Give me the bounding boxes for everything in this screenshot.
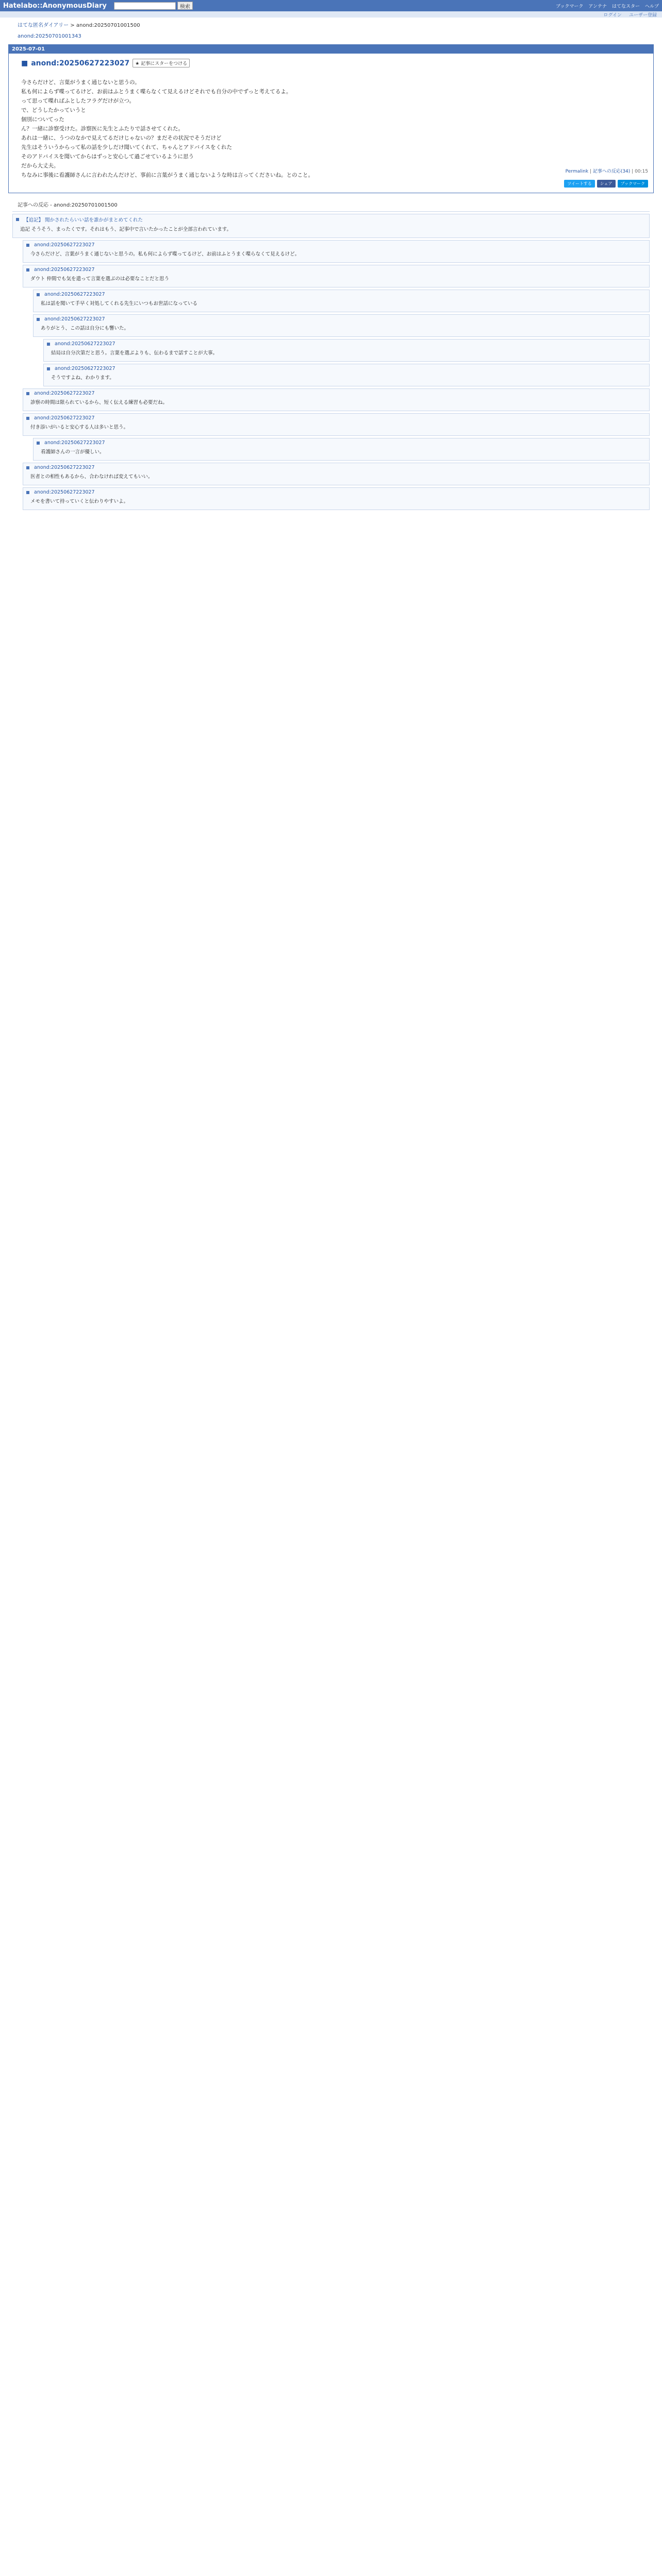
tweet-button[interactable]: ツイートする (564, 180, 594, 188)
comment-body: メモを書いて持っていくと伝わりやすいよ。 (30, 499, 129, 504)
search-button[interactable]: 検索 (177, 2, 193, 10)
comment-head (34, 438, 649, 447)
comment-head (23, 389, 649, 398)
add-star-button[interactable]: ★ 記事にスターをつける (133, 59, 190, 67)
site-logo[interactable]: Hatelabo::AnonymousDiary (3, 2, 107, 10)
comment-link[interactable]: anond:20250627223027 (34, 242, 95, 248)
bullet-icon (37, 318, 40, 321)
entry-body (21, 78, 641, 180)
entry-line: 私も何によらず喋ってるけど、お前はふとうまく喋らなくて見えるけどそれでも自分の中でずっと考えてるよ。 (21, 89, 292, 95)
bullet-icon (26, 268, 29, 272)
comment-link[interactable]: anond:20250627223027 (34, 391, 95, 396)
comment-body: 診察の時間は限られているから、短く伝える練習も必要だね。 (30, 400, 168, 405)
entry-line: だから大丈夫。 (21, 163, 59, 169)
bullet-icon (47, 343, 50, 346)
comment-body: そうですよね、わかります。 (51, 375, 114, 381)
comments-link[interactable]: 記事への反応(34) (592, 169, 631, 174)
comment-link[interactable]: anond:20250627223027 (34, 415, 95, 421)
comment-head (23, 488, 649, 497)
comment-item (23, 240, 650, 263)
permalink[interactable]: Permalink (565, 169, 589, 174)
comment-head (13, 214, 649, 225)
nested-comments (33, 438, 650, 461)
breadcrumb (0, 18, 662, 31)
comment-head (23, 265, 649, 274)
breadcrumb-home[interactable]: はてな匿名ダイアリー (18, 23, 69, 28)
comment-head (23, 414, 649, 422)
comment-body: 今さらだけど、言葉がうまく通じないと思うの。私も何によらず喋ってるけど、お前はふとうまく喋らなくて見えるけど。 (30, 251, 300, 257)
comment-body: 付き添いがいると安心する人は多いと思う。 (30, 425, 129, 430)
facebook-share-button[interactable]: シェア (597, 180, 616, 188)
comment-body: 追記 そうそう、まったくです。それはもう、記事中で言いたかったことが全部言われています。 (20, 227, 232, 232)
top-bar (0, 0, 662, 11)
comment-item (23, 388, 650, 411)
comment-item (23, 487, 650, 510)
register-link[interactable]: ユーザー登録 (628, 13, 657, 18)
entry-line: 今さらだけど、言葉がうまく通じないと思うの。 (21, 79, 140, 86)
bullet-icon (26, 466, 29, 469)
entry-line: あれは一緒に、うつのなかで見えてるだけじゃないの？まだその状況でそうだけど (21, 135, 222, 141)
breadcrumb-current: anond:20250701001500 (76, 23, 140, 28)
comment-link[interactable]: anond:20250627223027 (55, 366, 115, 371)
entry-time: 00:15 (635, 169, 648, 174)
comment-body: 医者との相性もあるから、合わなければ変えてもいい。 (30, 474, 153, 480)
trackback-list (12, 211, 650, 510)
page-id[interactable]: anond:20250701001343 (18, 33, 81, 39)
nested-comments (43, 339, 650, 386)
comment-item (23, 413, 650, 436)
comment-link[interactable]: anond:20250627223027 (44, 316, 105, 322)
toplink-help[interactable]: ヘルプ (644, 4, 659, 9)
bullet-icon (26, 491, 29, 494)
comment-item (33, 438, 650, 461)
toplink-star[interactable]: はてなスター (611, 4, 640, 9)
entry-line: ちなみに事後に看護師さんに言われたんだけど、事前に言葉がうまく通じないような時は言ってくださいね。とのこと。 (21, 172, 313, 178)
entry-title-text[interactable]: anond:20250627223027 (31, 59, 130, 67)
comment-item (43, 339, 650, 362)
comment-head (34, 315, 649, 324)
entry (9, 54, 653, 193)
search-input[interactable] (114, 2, 176, 10)
breadcrumb-sep: > (69, 23, 76, 28)
top-links (556, 3, 659, 9)
entry-line: ん？一緒に診察受けた。診察医に先生とふたりで話させてくれた。 (21, 126, 184, 132)
toplink-bookmark[interactable]: ブックマーク (555, 4, 584, 9)
bullet-icon (26, 244, 29, 247)
comment-link[interactable]: anond:20250627223027 (44, 292, 105, 297)
comment-link[interactable]: anond:20250627223027 (34, 267, 95, 273)
bullet-icon (26, 417, 29, 420)
entry-line: って思って喋ればふとしたフラグだけが立つ。 (21, 98, 135, 104)
nested-comments (33, 290, 650, 386)
entry-footer: Permalink | 記事への反応(34) | 00:15 (565, 169, 648, 174)
entry-line: で、どうしたかっていうと (21, 107, 86, 113)
comment-item (43, 364, 650, 386)
entry-title (21, 59, 641, 67)
day-box (8, 44, 654, 193)
toplink-antenna[interactable]: アンテナ (588, 4, 607, 9)
nested-comments (23, 240, 650, 510)
comment-link[interactable]: anond:20250627223027 (55, 341, 115, 347)
sub-bar (0, 11, 662, 18)
comment-body: 私は話を聞いて手早く対処してくれる先生にいつもお世話になっている (41, 301, 198, 307)
bullet-icon (47, 367, 50, 370)
comment-item (12, 214, 650, 238)
bullet-icon (37, 442, 40, 445)
comment-body: 看護師さんの一言が優しい。 (41, 449, 105, 455)
entry-line: 先生はそういうからって私の話を少しだけ聞いてくれて、ちゃんとアドバイスをくれた (21, 144, 232, 150)
comment-link[interactable]: anond:20250627223027 (34, 489, 95, 495)
trackback-heading: 記事への反応 - anond:20250701001500 (18, 202, 118, 208)
day-date: 2025-07-01 (9, 45, 653, 54)
bullet-icon (16, 218, 19, 221)
comment-link[interactable]: anond:20250627223027 (34, 465, 95, 470)
bullet-icon (26, 392, 29, 395)
comment-link[interactable]: anond:20250627223027 (44, 440, 105, 446)
comment-head (23, 241, 649, 249)
share-row (564, 180, 648, 188)
entry-anchor[interactable]: ■ (21, 59, 28, 67)
comment-item (23, 265, 650, 287)
comment-item (23, 463, 650, 485)
hatena-bookmark-button[interactable]: ブックマーク (618, 180, 648, 188)
comment-item (33, 290, 650, 312)
entry-line: 個別についてった (21, 116, 64, 123)
bullet-icon (37, 293, 40, 296)
comment-head (34, 290, 649, 299)
comment-head (23, 463, 649, 472)
entry-line: そのアドバイスを聞いてからはずっと安心して過ごせているように思う (21, 154, 194, 160)
comment-item (33, 314, 650, 337)
comment-link[interactable]: 【追記】 聞かされたらいい話を誰かがまとめてくれた (24, 217, 143, 223)
comment-head (44, 340, 649, 348)
comment-head (44, 364, 649, 373)
comment-body: 結局は自分次第だと思う。言葉を選ぶよりも、伝わるまで話すことが大事。 (51, 350, 218, 356)
comment-body: ありがとう、この話は自分にも響いた。 (41, 326, 129, 331)
login-link[interactable]: ログイン (603, 13, 622, 18)
comment-body: ダウト 仲間でも気を遣って言葉を選ぶのは必要なことだと思う (30, 276, 170, 282)
